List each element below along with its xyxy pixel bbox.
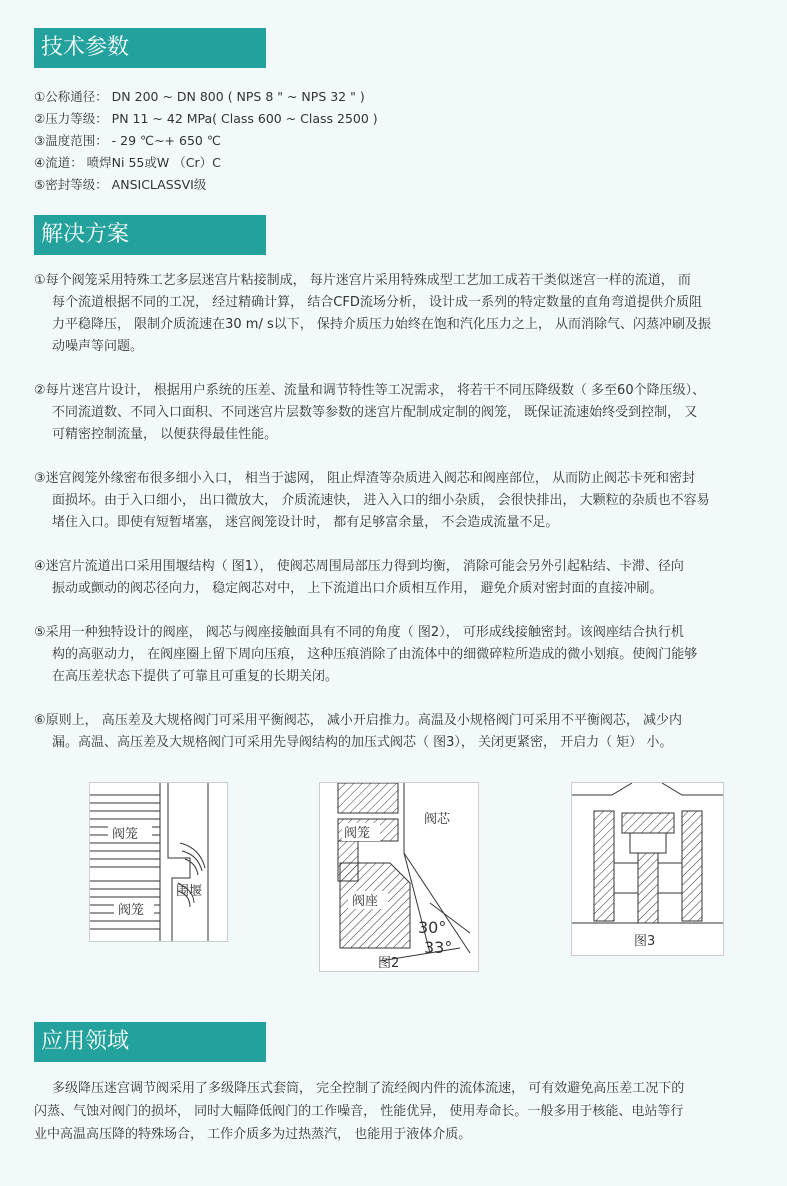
figure-2: [319, 782, 479, 972]
solution-paragraph-1: [34, 270, 769, 358]
solution-paragraph-2: [34, 380, 769, 446]
text-line: 振动或颤动的阀芯径向力， 稳定阀芯对中， 上下流道出口介质相互作用， 避免介质对密封面的直接冲刷。: [52, 581, 663, 596]
fig3-caption: 图3: [634, 934, 656, 949]
solution-paragraph-6: [34, 710, 769, 754]
text-line: 不同流道数、不同入口面积、不同迷宫片层数等参数的迷宫片配制成定制的阀笼， 既保证流速始终受到控制， 又: [52, 405, 698, 420]
text-line: 堵住入口。即使有短暂堵塞， 迷宫阀笼设计时， 都有足够富余量， 不会造成流量不足。: [52, 515, 559, 530]
spec-list: [34, 86, 378, 196]
fig1-label-bottom: 阀笼: [118, 903, 145, 918]
text-line: 构的高驱动力， 在阀座圈上留下周向压痕， 这种压痕消除了由流体中的细微碎粒所造成的微小划痕。使阀门能够: [52, 647, 698, 662]
spec-item: ③温度范围： - 29 ℃~+ 650 ℃: [34, 133, 221, 148]
figure-1: [89, 782, 228, 942]
fig2-label-seat: 阀座: [352, 894, 379, 909]
solution-paragraph-5: [34, 622, 769, 688]
fig1-label-mid: 围堰: [176, 884, 203, 899]
text-line: 漏。高温、高压差及大规格阀门可采用先导阀结构的加压式阀芯（ 图3）， 关闭更紧密， 开启力（ 矩） 小。: [52, 735, 673, 750]
spec-item: ⑤密封等级： ANSICLASSVI级: [34, 177, 207, 192]
fig2-label-core: 阀芯: [424, 812, 451, 827]
solution-paragraph-4: [34, 556, 769, 600]
text-line: 力平稳降压， 限制介质流速在30 m/ s以下， 保持介质压力始终在饱和汽化压力之上， 从而消除气、闪蒸冲刷及振: [52, 317, 712, 332]
spec-item: ①公称通径： DN 200 ~ DN 800 ( NPS 8 " ~ NPS 32 " ): [34, 89, 365, 104]
text-line: 闪蒸、气蚀对阀门的损坏， 同时大幅降低阀门的工作噪音， 性能优异， 使用寿命长。一般多用于核能、电站等行: [34, 1104, 684, 1119]
text-line: ⑤采用一种独特设计的阀座， 阀芯与阀座接触面具有不同的角度（ 图2）， 可形成线接触密封。该阀座结合执行机: [34, 625, 684, 640]
text-line: ③迷宫阀笼外缘密布很多细小入口， 相当于滤网， 阻止焊渣等杂质进入阀芯和阀座部位， 从而防止阀芯卡死和密封: [34, 471, 696, 486]
text-line: ④迷宫片流道出口采用围堰结构（ 图1）， 使阀芯周围局部压力得到均衡， 消除可能会另外引起粘结、卡滞、径向: [34, 559, 684, 574]
text-line: 可精密控制流量， 以便获得最佳性能。: [52, 427, 278, 442]
figure-2-drawing: [320, 783, 478, 971]
text-line: 业中高温高压降的特殊场合， 工作介质多为过热蒸汽， 也能用于液体介质。: [34, 1127, 472, 1142]
text-line: 多级降压迷宫调节阀采用了多级降压式套筒， 完全控制了流经阀内件的流体流速， 可有效避免高压差工况下的: [52, 1081, 685, 1096]
figure-1-drawing: [90, 783, 227, 941]
section-title-solution: 解决方案: [34, 215, 266, 255]
fig1-label-top: 阀笼: [112, 827, 139, 842]
fig2-angle-33: 33°: [424, 938, 453, 957]
fig2-label-cage: 阀笼: [344, 826, 371, 841]
text-line: 每个流道根据不同的工况， 经过精确计算， 结合CFD流场分析， 设计成一系列的特定数量的直角弯道提供介质阻: [52, 295, 702, 310]
spec-item: ②压力等级： PN 11 ~ 42 MPa( Class 600 ~ Class 2500 ): [34, 111, 378, 126]
text-line: 在高压差状态下提供了可靠且可重复的长期关闭。: [52, 669, 339, 684]
section-title-application: 应用领域: [34, 1022, 266, 1062]
fig2-angle-30: 30°: [418, 918, 447, 937]
figure-3-drawing: [572, 783, 723, 955]
fig2-caption: 图2: [378, 956, 400, 971]
section-title-tech: 技术参数: [34, 28, 266, 68]
application-paragraph: [34, 1077, 774, 1146]
figure-3: [571, 782, 724, 956]
spec-item: ④流道： 喷焊Ni 55或W （Cr）C: [34, 155, 221, 170]
text-line: 动噪声等问题。: [52, 339, 144, 354]
text-line: ①每个阀笼采用特殊工艺多层迷宫片粘接制成， 每片迷宫片采用特殊成型工艺加工成若干类似迷宫一样的流道， 而: [34, 273, 691, 288]
text-line: ②每片迷宫片设计， 根据用户系统的压差、流量和调节特性等工况需求， 将若干不同压降级数（ 多至60个降压级）、: [34, 383, 706, 398]
solution-paragraph-3: [34, 468, 769, 534]
text-line: 面损坏。由于入口细小， 出口微放大， 介质流速快， 进入入口的细小杂质， 会很快排出， 大颗粒的杂质也不容易: [52, 493, 710, 508]
text-line: ⑥原则上， 高压差及大规格阀门可采用平衡阀芯， 减小开启推力。高温及小规格阀门可采用不平衡阀芯， 减少内: [34, 713, 683, 728]
